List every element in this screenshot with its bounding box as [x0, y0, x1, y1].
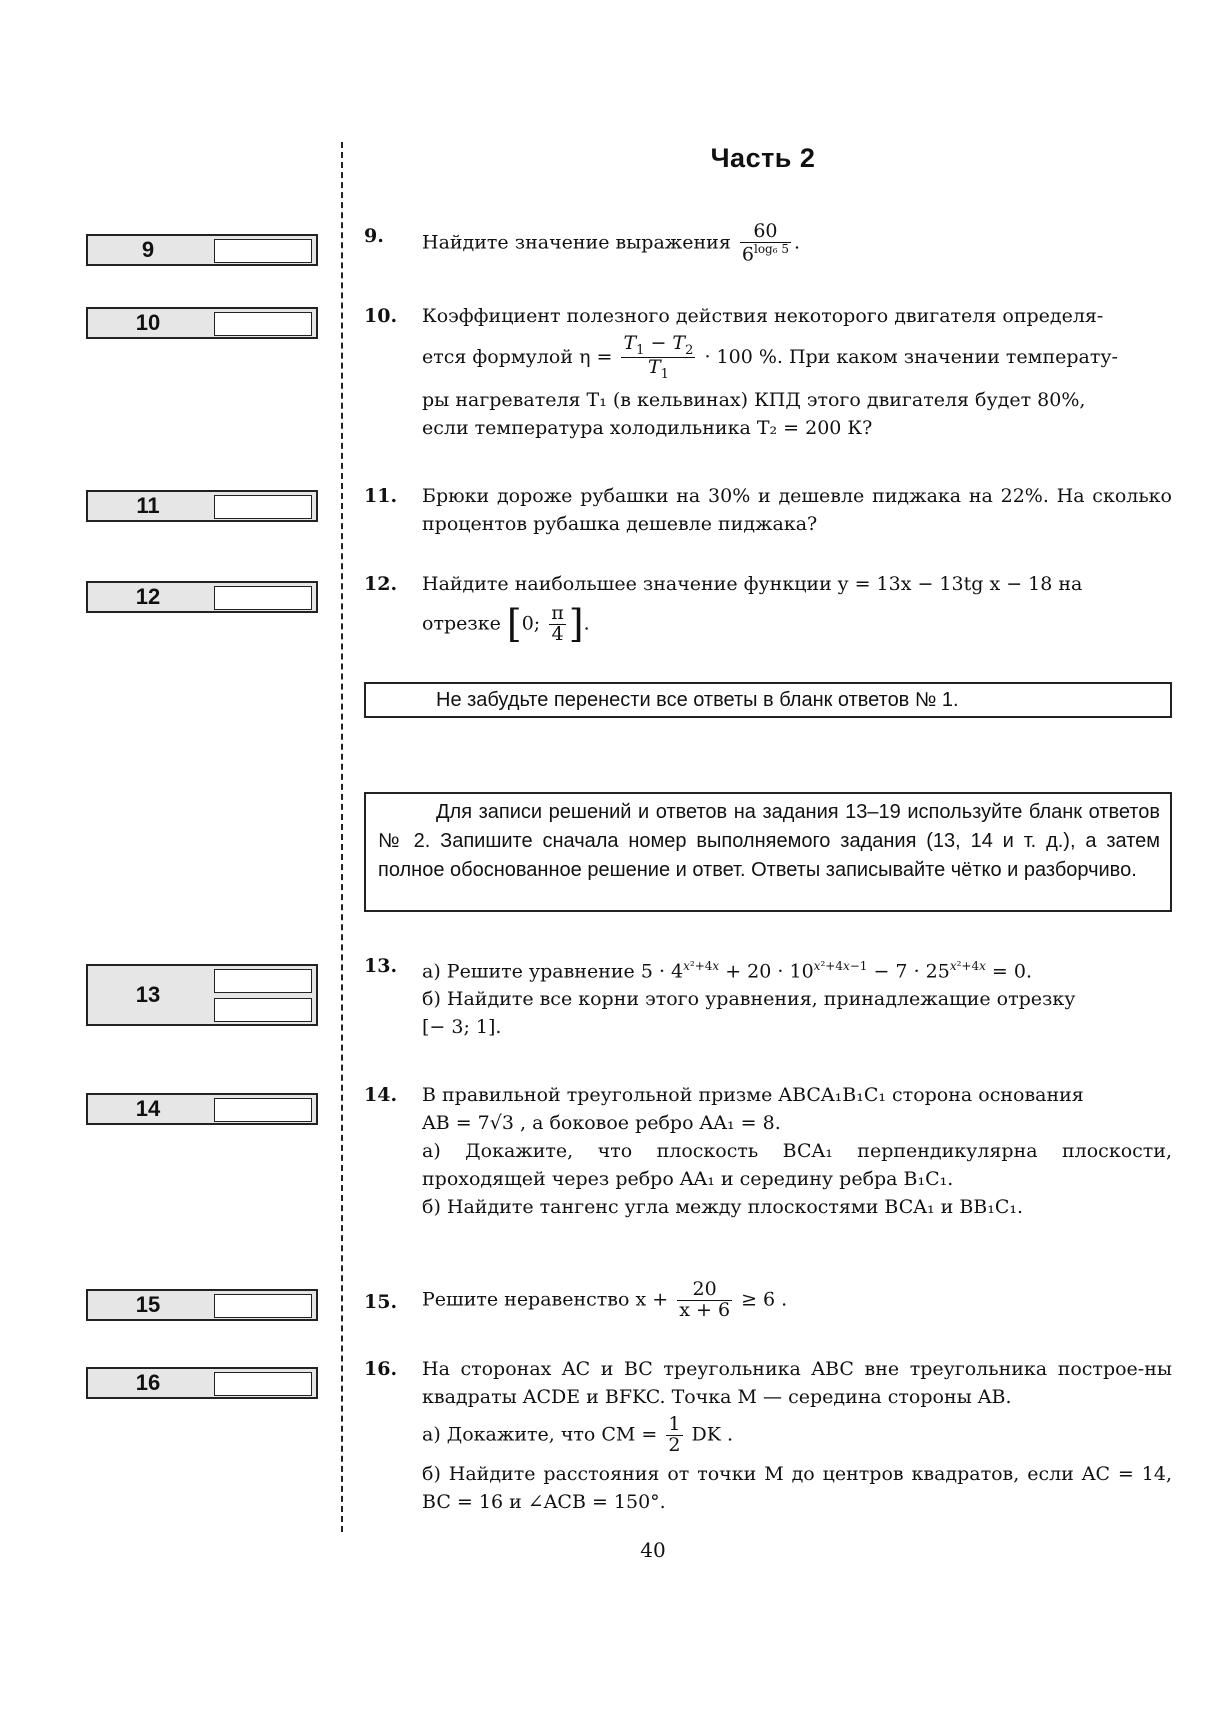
answer-field[interactable] [214, 312, 312, 336]
answer-box-number: 12 [135, 584, 161, 609]
task-number: 16. [364, 1358, 398, 1380]
cut-line [341, 142, 343, 1532]
answer-field[interactable] [214, 495, 312, 519]
task-line: ры нагревателя T₁ (в кельвинах) КПД этого двигателя будет 80%, [422, 388, 1086, 411]
task-16 [364, 1355, 1172, 1516]
fraction-numerator: 20 [677, 1280, 732, 1301]
answer-box-number: 16 [135, 1370, 161, 1395]
task-number: 11. [364, 485, 398, 507]
answer-box-13[interactable] [86, 964, 318, 1026]
answer-field-b[interactable] [214, 998, 312, 1022]
answer-box-number: 14 [135, 1096, 161, 1121]
task-number: 14. [364, 1084, 398, 1106]
task-line: б) Найдите тангенс угла между плоскостями BCA₁ и BB₁C₁. [422, 1196, 1024, 1218]
answer-box-number: 15 [135, 1292, 161, 1317]
task-line: а) Докажите, что плоскость BCA₁ перпендикулярна плоскости, проходящей через ребро AA₁ и середину ребра B₁C₁. [422, 1140, 1172, 1190]
answer-box-9[interactable] [86, 234, 318, 266]
power-base: 6 [741, 243, 754, 266]
answer-box-14[interactable] [86, 1093, 318, 1125]
notice-answer-sheet-2 [364, 792, 1172, 912]
power-exponent: log₆ 5 [753, 241, 789, 256]
task-text: Решите неравенство [422, 1288, 630, 1311]
task-number: 12. [364, 573, 398, 595]
notice-transfer-answers: Не забудьте перенести все ответы в бланк ответов № 1. [364, 682, 1172, 718]
answer-box-15[interactable] [86, 1289, 318, 1321]
answer-box-number: 10 [135, 310, 161, 335]
task-number: 10. [364, 305, 398, 327]
answer-box-number: 13 [135, 982, 161, 1007]
task-number: 9. [364, 225, 384, 247]
task-10: 10. Коэффициент полезного действия некоторого двигателя определя- ется формулой η = $\frac{T_1 - T_2}{T_1}$ · 100 %. При каком значении температу- ры нагревателя T₁ (в кельвинах) КПД этого двигателя будет 80%, если температура холодильника T₂ = 200 К? [364, 302, 1172, 442]
fraction-denominator: 2 [668, 1433, 681, 1456]
task-line: б) Найдите расстояния от точки M до центров квадратов, если AC = 14, BC = 16 и ∠ACB = 150°. [422, 1462, 1172, 1513]
task-line: если температура холодильника T₂ = 200 К? [422, 416, 873, 439]
task-line: ется формулой [422, 345, 574, 368]
fraction-numerator: 1 [668, 1413, 681, 1435]
task-line: отрезке [422, 612, 501, 635]
task-interval: [− 3; 1]. [422, 1016, 502, 1039]
task-line: б) Найдите все корни этого уравнения, принадлежащие отрезку [422, 988, 1076, 1011]
task-line: Найдите наибольшее значение функции y = 13x − 13tg x − 18 на [422, 573, 1083, 595]
notice-text: Для записи решений и ответов на задания 13–19 используйте бланк ответов № 2. Запишите сначала номер выполняемого задания (13, 14 и т. д.), а затем полное обоснованное решение и ответ. Ответы записывайте чётко и разборчиво. [378, 801, 1160, 881]
efficiency-formula: $\frac{T_1 - T_2}{T_1}$ [623, 332, 694, 383]
task-13: 13. а) Решите уравнение $5 \cdot 4^{x^2+4x} + 20 \cdot 10^{x^2+4x-1} - 7 \cdot 25^{x^2+4x} = 0$. б) Найдите все корни этого уравнения, принадлежащие отрезку [− 3; 1]. [364, 952, 1172, 1041]
task-line: а) Докажите, что CM = [422, 1423, 658, 1446]
task-line: На сторонах AC и BC треугольника ABC вне треугольника построе-ны квадраты ACDE и BFKC. Точка M — середина стороны AB. [422, 1358, 1172, 1408]
task-line: AB = 7√3 , а боковое ребро AA₁ = 8. [422, 1112, 781, 1134]
task-12: 12. Найдите наибольшее значение функции y = 13x − 13tg x − 18 на отрезке [0; $\frac{\pi}{4}$ ]. [364, 570, 1172, 645]
answer-field[interactable] [214, 1294, 312, 1318]
inequality-lhs: x + [635, 1288, 669, 1311]
task-15 [364, 1280, 1172, 1321]
answer-box-number: 9 [141, 237, 155, 262]
fraction [677, 1280, 732, 1321]
answer-field[interactable] [214, 586, 312, 610]
task-text: Найдите значение выражения [422, 231, 731, 254]
answer-field[interactable] [214, 1098, 312, 1122]
task-number: 13. [364, 955, 398, 977]
task-line: а) Решите уравнение [422, 960, 635, 983]
task-11 [364, 482, 1172, 538]
task-line: · 100 %. При каком значении температу- [704, 345, 1118, 368]
inequality-rhs: ≥ 6 . [741, 1288, 788, 1311]
task-line: В правильной треугольной призме ABCA₁B₁C₁ сторона основания [422, 1084, 1084, 1106]
fraction [740, 222, 791, 265]
task-9: 9. Найдите значение выражения $\frac{60}{6^{log_6 5}}$ . [364, 220, 801, 266]
answer-field[interactable] [214, 1372, 312, 1396]
answer-box-11[interactable] [86, 490, 318, 522]
task-line: DK . [691, 1423, 734, 1446]
task-number: 15. [364, 1291, 398, 1313]
answer-field-a[interactable] [214, 969, 312, 993]
answer-box-10[interactable] [86, 307, 318, 339]
fraction-denominator: x + 6 [679, 1298, 731, 1321]
page-number: 40 [640, 1538, 666, 1562]
task-14 [364, 1081, 1172, 1221]
fraction-numerator: 60 [740, 222, 791, 243]
fraction [666, 1415, 682, 1456]
task-line: Коэффициент полезного действия некоторого двигателя определя- [422, 305, 1104, 327]
answer-field[interactable] [214, 239, 312, 263]
page-title: Часть 2 [710, 143, 816, 173]
task-text: Брюки дороже рубашки на 30% и дешевле пиджака на 22%. На сколько процентов рубашка дешевле пиджака? [422, 485, 1172, 535]
pi-over-4: $\frac{\pi}{4}$ [551, 602, 564, 645]
answer-box-16[interactable] [86, 1367, 318, 1399]
answer-box-12[interactable] [86, 581, 318, 613]
answer-box-number: 11 [136, 493, 160, 518]
